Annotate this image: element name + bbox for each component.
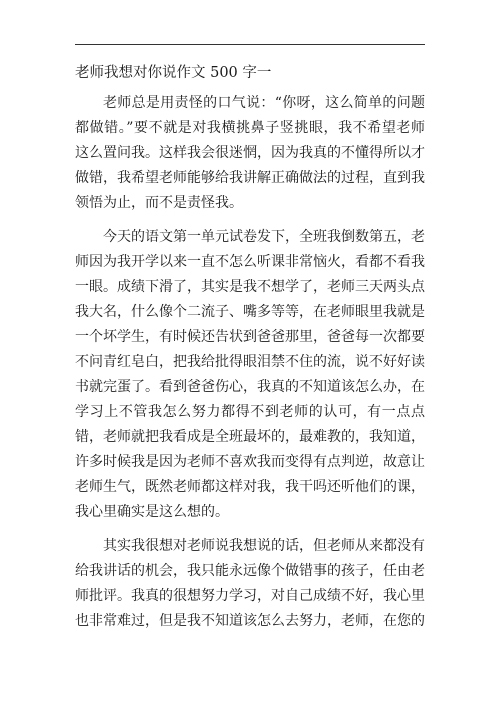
paragraph-2: 今天的语文第一单元试卷发下，全班我倒数第五，老师因为我开学以来一直不怎么听课非常恼火，看都不看我一眼。成绩下滑了，其实是我不想学了，老师三天两头点我大名，什么像个二流子、嘴多等等，在老师眼里我就是一个坏学生，有时候还告状到爸爸那里，爸爸每一次都要不问青红皂白，把我给批得眼泪禁不住的流，说不好好读书就完蛋了。看到爸爸伤心，我真的不知道该怎么办，在学习上不管我怎么努力都得不到老师的认可，有一点点错，老师就把我看成是全班最坏的，最难教的，我知道，许多时候我是因为老师不喜欢我而变得有点判逆，故意让老师生气，既然老师都这样对我，我干吗还听他们的课，我心里确实是这么想的。 [75, 229, 425, 520]
header-divider [75, 44, 425, 45]
paragraph-3: 其实我很想对老师说我想说的话，但老师从来都没有给我讲话的机会，我只能永远像个做错事的孩子，任由老师批评。我真的很想努力学习，对自己成绩不好，我心里也非常难过，但是我不知道该怎么去努力，老师，在您的 [75, 538, 425, 629]
document-title: 老师我想对你说作文 500 字一 [75, 65, 272, 81]
paragraph-1: 老师总是用责怪的口气说：“你呀，这么简单的问题都做错。”要不就是对我横挑鼻子竖挑眼，我不希望老师这么置问我。这样我会很迷惘，因为我真的不懂得所以才做错，我希望老师能够给我讲解正确做法的过程，直到我领悟为止，而不是责怪我。 [75, 95, 425, 211]
document-body [75, 91, 425, 643]
